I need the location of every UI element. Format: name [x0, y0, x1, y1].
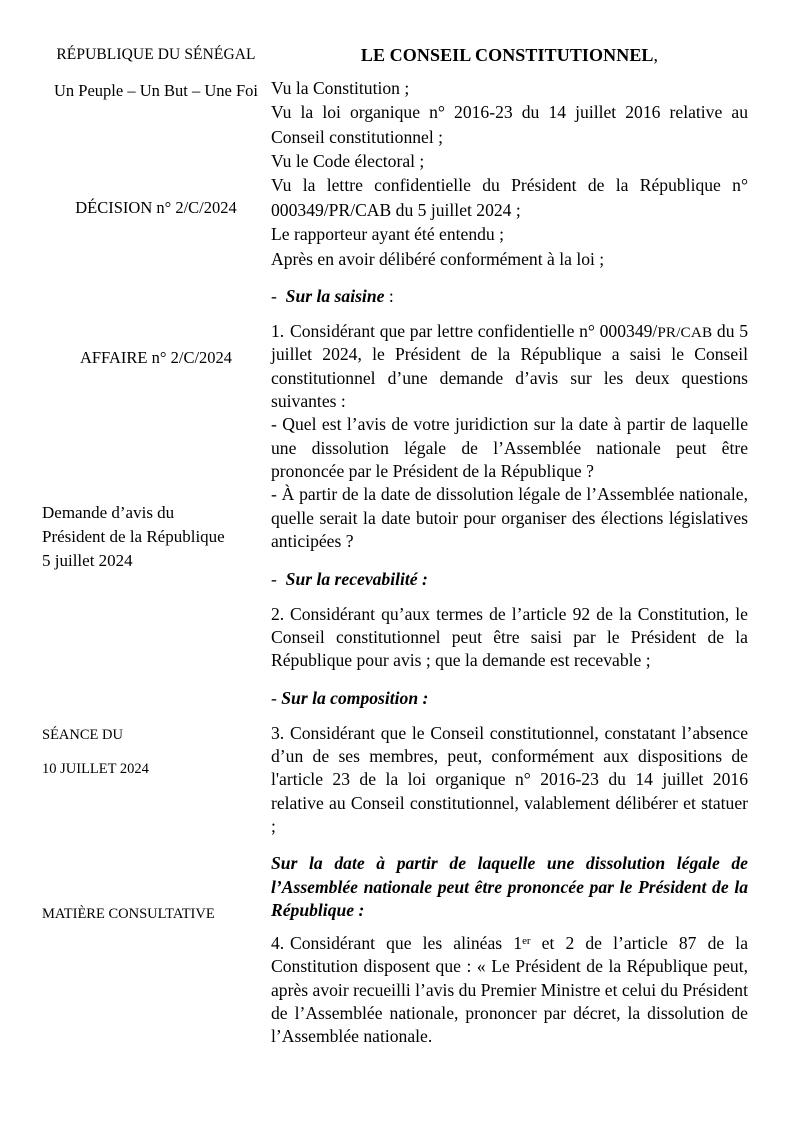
document-title: [271, 46, 748, 64]
paragraph-2: [271, 603, 748, 673]
preamble-line: Vu la lettre confidentielle du Président de la République n° 000349/PR/CAB du 5 juillet 2024 ;: [271, 175, 748, 220]
section-heading-saisine: [271, 285, 748, 308]
section-heading-composition: [271, 687, 748, 710]
question-item: - À partir de la date de dissolution légale de l’Assemblée nationale, quelle serait la date butoir pour organiser des élections législatives anticipées ?: [271, 484, 748, 552]
seance-block: [42, 728, 270, 776]
section-heading-text: Sur la saisine: [285, 285, 385, 306]
section-heading-dissolution: Sur la date à partir de laquelle une dissolution légale de l’Assemblée nationale peut être prononcée par le Président de la République :: [271, 853, 748, 920]
paragraph-number: 3.: [271, 722, 285, 743]
paragraph-number: 1.: [271, 320, 285, 341]
demande-line-3: 5 juillet 2024: [42, 551, 133, 571]
preamble-line: Vu la Constitution ;: [271, 78, 410, 98]
paragraph-1: [271, 320, 748, 414]
affaire-number: AFFAIRE n° 2/C/2024: [79, 348, 233, 367]
ordinal-superscript: er: [522, 934, 531, 947]
paragraph-text-b: du 5 juillet 2024, le Président de la République a saisi le Conseil constitutionnel d’une demande d’avis sur les deux questions suivantes :: [271, 320, 748, 411]
paragraph-number: 4.: [271, 932, 285, 953]
paragraph-reference-code: PR/CAB: [657, 323, 713, 341]
question-item: - Quel est l’avis de votre juridiction sur la date à partir de laquelle une dissolution légale de l’Assemblée nationale peut être prononcée par le Président de la République ?: [271, 414, 748, 482]
preamble-line: Vu la loi organique n° 2016-23 du 14 juillet 2016 relative au Conseil constitutionnel ;: [271, 102, 748, 147]
section-dash: -: [271, 568, 277, 589]
section-dash: -: [271, 687, 277, 708]
section-heading-text: Sur la composition :: [281, 687, 429, 708]
paragraph-text-a: Considérant que les alinéas 1: [290, 932, 523, 953]
document-title-comma: ,: [653, 45, 659, 65]
section-heading-text: Sur la recevabilité :: [285, 568, 428, 589]
section-dash: -: [271, 285, 277, 306]
preamble-line: Après en avoir délibéré conformément à la loi ;: [271, 248, 605, 269]
paragraph-text: Considérant que le Conseil constitutionnel, constatant l’absence d’un de ses membres, peut, conformément aux dispositions de l'article 23 de la loi organique n° 2016-23 du 14 juillet 2016 relative au Conseil constitutionnel, valablement délibérer et statuer ;: [271, 722, 748, 837]
preamble-line: Le rapporteur ayant été entendu ;: [271, 224, 505, 245]
seance-label: SÉANCE DU: [42, 727, 123, 743]
preamble-block: [271, 76, 748, 271]
seance-date: 10 JUILLET 2024: [42, 760, 149, 777]
question-list: [271, 413, 748, 553]
document-body: [271, 46, 748, 1049]
demande-line-2: Président de la République: [42, 527, 225, 547]
demande-block: [42, 501, 270, 573]
paragraph-3: [271, 722, 748, 839]
demande-line-1: Demande d’avis du: [42, 503, 175, 522]
document-sidebar: [42, 47, 270, 99]
paragraph-number: 2.: [271, 603, 285, 624]
decision-number: DÉCISION n° 2/C/2024: [75, 198, 237, 217]
matiere-label: MATIÈRE CONSULTATIVE: [42, 906, 215, 922]
paragraph-text-b: et 2 de l’article 87 de la Constitution disposent que : « Le Président de la République peut, après avoir recueilli l’avis du Premier Ministre et celui du Président de l’Assemblée nationale, prononcer par décret, la dissolution de l’Assemblée nationale.: [271, 932, 749, 1047]
preamble-line: Vu le Code électoral ;: [271, 151, 425, 172]
paragraph-4: [271, 932, 748, 1049]
document-title-text: LE CONSEIL CONSTITUTIONNEL: [360, 45, 654, 65]
national-motto: Un Peuple – Un But – Une Foi: [54, 80, 258, 100]
paragraph-text-a: Considérant que par lettre confidentielle n° 000349/: [290, 320, 658, 341]
country-heading: RÉPUBLIQUE DU SÉNÉGAL: [56, 46, 256, 63]
paragraph-text: Considérant qu’aux termes de l’article 92 de la Constitution, le Conseil constitutionnel peut être saisi par le Président de la République pour avis ; que la demande est recevable ;: [271, 603, 748, 671]
section-colon: :: [388, 285, 394, 306]
section-heading-recevabilite: [271, 568, 748, 591]
